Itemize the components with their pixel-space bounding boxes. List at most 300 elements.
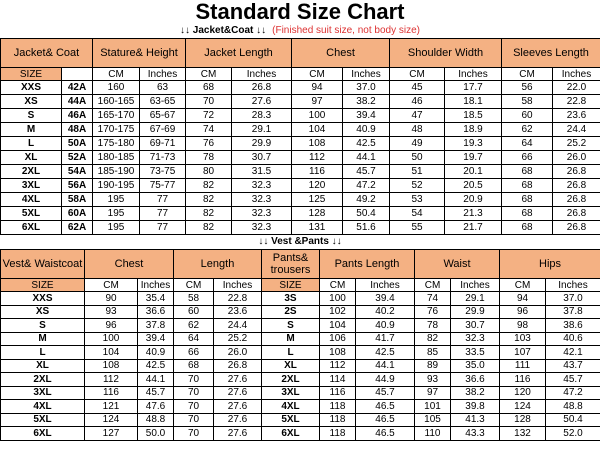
chart-title: Standard Size Chart <box>195 0 405 24</box>
table-cell: 104 <box>320 319 356 333</box>
table-cell: 70 <box>174 373 214 387</box>
table-cell: 107 <box>500 346 546 360</box>
table-cell: 78 <box>186 151 232 165</box>
table-cell: 2XL <box>1 165 62 179</box>
table-cell: 44.1 <box>138 373 174 387</box>
table-cell: 128 <box>292 207 343 221</box>
table-cell: 3XL <box>262 386 320 400</box>
table-cell: 103 <box>500 332 546 346</box>
table-cell: 3S <box>262 292 320 306</box>
table-cell: 45.7 <box>138 386 174 400</box>
table-cell: 21.3 <box>445 207 502 221</box>
table-row <box>1 346 600 360</box>
table-cell: 68 <box>186 81 232 95</box>
table-cell: 42.5 <box>356 346 415 360</box>
table-cell: XXS <box>1 81 62 95</box>
table-cell: 49.2 <box>343 193 390 207</box>
table-cell: 195 <box>93 207 140 221</box>
table-cell: 40.9 <box>138 346 174 360</box>
table-cell: 44.1 <box>356 359 415 373</box>
table-cell: 40.6 <box>546 332 600 346</box>
table-cell: 47 <box>390 109 445 123</box>
table-cell: 36.6 <box>451 373 500 387</box>
table-cell: 30.7 <box>451 319 500 333</box>
table-cell: 185-190 <box>93 165 140 179</box>
table-cell: 26.8 <box>553 179 600 193</box>
subheader-cm: CM <box>390 68 445 81</box>
table-cell: 52.0 <box>546 427 600 441</box>
table-cell: 42.1 <box>546 346 600 360</box>
table-cell: M <box>1 123 62 137</box>
table-cell: 100 <box>320 292 356 306</box>
table-cell: 35.4 <box>138 292 174 306</box>
table-cell: 51.6 <box>343 221 390 235</box>
subheader-inches: Inches <box>343 68 390 81</box>
table-row <box>1 81 600 95</box>
table-cell: 27.6 <box>214 413 262 427</box>
table-cell: S <box>262 319 320 333</box>
table-cell: 22.0 <box>553 81 600 95</box>
table-cell: 108 <box>320 346 356 360</box>
table-cell: 41.7 <box>356 332 415 346</box>
table-cell: 45.7 <box>356 386 415 400</box>
table-cell: 64 <box>502 137 553 151</box>
table-cell: 106 <box>320 332 356 346</box>
table-cell: 72 <box>186 109 232 123</box>
table-cell: XS <box>1 95 62 109</box>
table-cell: 32.3 <box>232 193 292 207</box>
table-cell: 39.4 <box>138 332 174 346</box>
table-cell: 85 <box>415 346 451 360</box>
header-hips: Hips <box>500 250 600 279</box>
table-cell: 27.6 <box>214 373 262 387</box>
table-cell: 74 <box>186 123 232 137</box>
table-cell: 75-77 <box>140 179 186 193</box>
table-cell: 70 <box>174 427 214 441</box>
table-cell: 27.6 <box>214 427 262 441</box>
table-cell: 26.8 <box>553 221 600 235</box>
table-cell: 94 <box>292 81 343 95</box>
table-cell: 23.6 <box>214 305 262 319</box>
table-cell: 175-180 <box>93 137 140 151</box>
table-cell: 5XL <box>1 413 85 427</box>
table-cell: 77 <box>140 193 186 207</box>
table-cell: 47.6 <box>138 400 174 414</box>
table-cell: 82 <box>186 221 232 235</box>
subheader-cm: CM <box>320 279 356 292</box>
table-cell: 46.5 <box>356 427 415 441</box>
table-cell: 54A <box>62 165 93 179</box>
table-cell: 26.0 <box>214 346 262 360</box>
table-row <box>1 359 600 373</box>
table-cell: 24.4 <box>553 123 600 137</box>
subheader-size: SIZE <box>262 279 320 292</box>
table-cell: S <box>1 109 62 123</box>
table-cell: 3XL <box>1 386 85 400</box>
table-cell: 66 <box>502 151 553 165</box>
table-cell: 42A <box>62 81 93 95</box>
table-cell: 24.4 <box>214 319 262 333</box>
table-cell: L <box>1 346 85 360</box>
table-cell: XXS <box>1 292 85 306</box>
subheader-inches: Inches <box>546 279 600 292</box>
table-cell: 69-71 <box>140 137 186 151</box>
table-cell: 62 <box>174 319 214 333</box>
table-cell: 93 <box>415 373 451 387</box>
table-row <box>1 123 600 137</box>
table-cell: 77 <box>140 207 186 221</box>
section-jacket-note: (Finished suit size, not body size) <box>272 25 420 36</box>
table-cell: 37.0 <box>343 81 390 95</box>
table-cell: 58 <box>174 292 214 306</box>
table-cell: 33.5 <box>451 346 500 360</box>
table-cell: 26.8 <box>232 81 292 95</box>
table-row <box>1 137 600 151</box>
header-vest: Vest& Waistcoat <box>1 250 85 279</box>
table-cell: 77 <box>140 221 186 235</box>
table-row <box>1 165 600 179</box>
table-cell: 25.2 <box>214 332 262 346</box>
table-cell: 37.8 <box>546 305 600 319</box>
table-cell: 22.8 <box>214 292 262 306</box>
table-cell: 100 <box>85 332 138 346</box>
table-cell: 180-185 <box>93 151 140 165</box>
table-cell: 116 <box>292 165 343 179</box>
table-cell: 4XL <box>1 400 85 414</box>
table-cell: 6XL <box>1 427 85 441</box>
table-row <box>1 427 600 441</box>
table-cell: 29.9 <box>451 305 500 319</box>
table-cell: 111 <box>500 359 546 373</box>
table-cell: 70 <box>174 386 214 400</box>
table-cell: 70 <box>186 95 232 109</box>
subheader-cm: CM <box>186 68 232 81</box>
table-cell: 125 <box>292 193 343 207</box>
subheader-inches: Inches <box>451 279 500 292</box>
table-cell: 27.6 <box>232 95 292 109</box>
table-cell: M <box>262 332 320 346</box>
table-cell: 165-170 <box>93 109 140 123</box>
table-cell: 47.2 <box>343 179 390 193</box>
table-cell: 48.8 <box>546 400 600 414</box>
table-cell: 89 <box>415 359 451 373</box>
table-cell: 97 <box>292 95 343 109</box>
table-cell: 102 <box>320 305 356 319</box>
table-cell: 120 <box>292 179 343 193</box>
table-row <box>1 332 600 346</box>
table-cell: 68 <box>502 165 553 179</box>
subheader-size: SIZE <box>1 279 85 292</box>
subheader-inches: Inches <box>140 68 186 81</box>
table-row <box>1 95 600 109</box>
table-cell: 58A <box>62 193 93 207</box>
table-cell: 42.5 <box>343 137 390 151</box>
table-cell: 27.6 <box>214 386 262 400</box>
table-cell: 40.2 <box>356 305 415 319</box>
table-cell: 71-73 <box>140 151 186 165</box>
table-cell: 38.6 <box>546 319 600 333</box>
table-cell: 170-175 <box>93 123 140 137</box>
table-cell: 30.7 <box>232 151 292 165</box>
table-cell: 112 <box>292 151 343 165</box>
table-cell: 46A <box>62 109 93 123</box>
table-cell: 26.8 <box>553 165 600 179</box>
section-vest-label: ↓↓ Vest &Pants ↓↓ <box>258 236 342 247</box>
table-cell: 29.9 <box>232 137 292 151</box>
table-cell: 116 <box>85 386 138 400</box>
table-cell: 48.8 <box>138 413 174 427</box>
table-cell: 52A <box>62 151 93 165</box>
table-row <box>1 109 600 123</box>
table-cell: 62A <box>62 221 93 235</box>
header-jacket-coat: Jacket& Coat <box>1 39 93 68</box>
table-cell: 46.5 <box>356 400 415 414</box>
table-row <box>1 207 600 221</box>
table-cell: 73-75 <box>140 165 186 179</box>
subheader-inches: Inches <box>232 68 292 81</box>
table-row <box>1 221 600 235</box>
subheader-cm: CM <box>174 279 214 292</box>
table-cell: XL <box>1 151 62 165</box>
table-cell: 45.7 <box>343 165 390 179</box>
table-cell: 76 <box>415 305 451 319</box>
table-cell: 58 <box>502 95 553 109</box>
table-cell: 118 <box>320 427 356 441</box>
table-cell: 20.1 <box>445 165 502 179</box>
table-cell: 25.2 <box>553 137 600 151</box>
table-cell: S <box>1 319 85 333</box>
table-cell: 27.6 <box>214 400 262 414</box>
table-cell: 100 <box>292 109 343 123</box>
table-cell: XL <box>262 359 320 373</box>
table-cell: 104 <box>85 346 138 360</box>
table-cell: 98 <box>500 319 546 333</box>
subheader-cm: CM <box>85 279 138 292</box>
table-cell: 5XL <box>262 413 320 427</box>
table-cell: 6XL <box>262 427 320 441</box>
table-cell: 54 <box>390 207 445 221</box>
table-cell: 78 <box>415 319 451 333</box>
table-cell: 70 <box>174 413 214 427</box>
table-cell: 4XL <box>262 400 320 414</box>
table-cell: 2XL <box>1 373 85 387</box>
table-cell: 105 <box>415 413 451 427</box>
table-cell: 68 <box>502 207 553 221</box>
table-cell: 39.4 <box>356 292 415 306</box>
table-cell: 19.7 <box>445 151 502 165</box>
table-cell: 104 <box>292 123 343 137</box>
table-cell: 44.1 <box>343 151 390 165</box>
table-cell: 160-165 <box>93 95 140 109</box>
table-cell: 32.3 <box>451 332 500 346</box>
header-stature: Stature& Height <box>93 39 186 68</box>
table-row <box>1 319 600 333</box>
table-cell: 47.2 <box>546 386 600 400</box>
table-cell: 38.2 <box>451 386 500 400</box>
table-cell: 43.3 <box>451 427 500 441</box>
table-cell: 26.8 <box>553 207 600 221</box>
table-row <box>1 413 600 427</box>
table-cell: 51 <box>390 165 445 179</box>
table-cell: 68 <box>502 221 553 235</box>
table-cell: 36.6 <box>138 305 174 319</box>
table-cell: 52 <box>390 179 445 193</box>
table-cell: 20.9 <box>445 193 502 207</box>
header-vest-chest: Chest <box>85 250 174 279</box>
table-cell: 112 <box>85 373 138 387</box>
table-cell: 43.7 <box>546 359 600 373</box>
table-cell: 67-69 <box>140 123 186 137</box>
table-cell: 26.8 <box>214 359 262 373</box>
table-cell: 48 <box>390 123 445 137</box>
table-cell: 128 <box>500 413 546 427</box>
table-cell: 20.5 <box>445 179 502 193</box>
table-cell: 66 <box>174 346 214 360</box>
header-chest: Chest <box>292 39 390 68</box>
table-cell: 17.7 <box>445 81 502 95</box>
subheader-cm: CM <box>502 68 553 81</box>
table-cell: 26.0 <box>553 151 600 165</box>
table-cell: 60 <box>174 305 214 319</box>
table-cell: 31.5 <box>232 165 292 179</box>
subheader-cm: CM <box>500 279 546 292</box>
table-row <box>1 400 600 414</box>
table-cell: 6XL <box>1 221 62 235</box>
section-jacket-label: ↓↓ Jacket&Coat ↓↓ <box>180 25 267 36</box>
subheader-inches: Inches <box>553 68 600 81</box>
table-cell: 118 <box>320 413 356 427</box>
table-cell: 2XL <box>262 373 320 387</box>
table-cell: 21.7 <box>445 221 502 235</box>
table-cell: 32.3 <box>232 207 292 221</box>
table-cell: 22.8 <box>553 95 600 109</box>
table-cell: 40.9 <box>343 123 390 137</box>
subheader-cm: CM <box>415 279 451 292</box>
table-cell: 26.8 <box>553 193 600 207</box>
section-jacket <box>0 24 600 38</box>
table-cell: 121 <box>85 400 138 414</box>
table-cell: 68 <box>174 359 214 373</box>
table-cell: 4XL <box>1 193 62 207</box>
table-cell: 160 <box>93 81 140 95</box>
header-pants-length: Pants Length <box>320 250 415 279</box>
table-cell: 112 <box>320 359 356 373</box>
table-cell: 124 <box>85 413 138 427</box>
table-cell: 45 <box>390 81 445 95</box>
table-cell: 18.1 <box>445 95 502 109</box>
table-cell: 60A <box>62 207 93 221</box>
table-cell: 68 <box>502 193 553 207</box>
table-cell: 28.3 <box>232 109 292 123</box>
table-cell: 42.5 <box>138 359 174 373</box>
table-cell: 131 <box>292 221 343 235</box>
subheader-cm: CM <box>93 68 140 81</box>
header-shoulder: Shoulder Width <box>390 39 502 68</box>
table-cell: 48A <box>62 123 93 137</box>
table-cell: 127 <box>85 427 138 441</box>
table-cell: 19.3 <box>445 137 502 151</box>
subheader-inches: Inches <box>445 68 502 81</box>
table-cell: 190-195 <box>93 179 140 193</box>
table-cell: 55 <box>390 221 445 235</box>
table-cell: 50.0 <box>138 427 174 441</box>
table-cell: 46 <box>390 95 445 109</box>
table-cell: 35.0 <box>451 359 500 373</box>
header-jacket-length: Jacket Length <box>186 39 292 68</box>
table-cell: 29.1 <box>451 292 500 306</box>
table-cell: 90 <box>85 292 138 306</box>
table-cell: 65-67 <box>140 109 186 123</box>
table-cell: 116 <box>320 386 356 400</box>
table-cell: 94 <box>500 292 546 306</box>
table-cell: 37.0 <box>546 292 600 306</box>
table-cell: 70 <box>174 400 214 414</box>
table-row <box>1 373 600 387</box>
table-cell: 114 <box>320 373 356 387</box>
table-cell: 44A <box>62 95 93 109</box>
table-cell: 44.9 <box>356 373 415 387</box>
table-cell: 60 <box>502 109 553 123</box>
table-cell: 2S <box>262 305 320 319</box>
table-cell: 82 <box>186 179 232 193</box>
section-vest <box>0 235 600 249</box>
table-cell: 124 <box>500 400 546 414</box>
table-cell: 32.3 <box>232 221 292 235</box>
table-cell: 50A <box>62 137 93 151</box>
table-cell: 5XL <box>1 207 62 221</box>
table-cell: 97 <box>415 386 451 400</box>
table-cell: 29.1 <box>232 123 292 137</box>
table-cell: L <box>1 137 62 151</box>
table-cell: 68 <box>502 179 553 193</box>
table-cell: 195 <box>93 193 140 207</box>
table-cell: 96 <box>500 305 546 319</box>
table-cell: 50.4 <box>343 207 390 221</box>
table-cell: 82 <box>186 207 232 221</box>
table-cell: 116 <box>500 373 546 387</box>
table-cell: XS <box>1 305 85 319</box>
header-sleeves: Sleeves Length <box>502 39 600 68</box>
table-cell: 63-65 <box>140 95 186 109</box>
table-cell: 108 <box>292 137 343 151</box>
table-cell: 110 <box>415 427 451 441</box>
subheader-cm: CM <box>292 68 343 81</box>
table-cell: 53 <box>390 193 445 207</box>
table-row <box>1 151 600 165</box>
table-cell: 108 <box>85 359 138 373</box>
table-cell: 64 <box>174 332 214 346</box>
table-cell: 74 <box>415 292 451 306</box>
table-cell: XL <box>1 359 85 373</box>
table-cell: 38.2 <box>343 95 390 109</box>
table-cell: 118 <box>320 400 356 414</box>
table-cell: 82 <box>186 193 232 207</box>
table-cell: 23.6 <box>553 109 600 123</box>
subheader-size: SIZE <box>1 68 62 81</box>
table-cell: 18.9 <box>445 123 502 137</box>
table-cell: 49 <box>390 137 445 151</box>
subheader-blank <box>62 68 93 81</box>
table-cell: 3XL <box>1 179 62 193</box>
table-cell: 76 <box>186 137 232 151</box>
subheader-inches: Inches <box>138 279 174 292</box>
table-cell: 40.9 <box>356 319 415 333</box>
table-cell: 46.5 <box>356 413 415 427</box>
table-cell: 18.5 <box>445 109 502 123</box>
vest-pants-size-table <box>0 249 600 441</box>
table-cell: 93 <box>85 305 138 319</box>
subheader-inches: Inches <box>214 279 262 292</box>
